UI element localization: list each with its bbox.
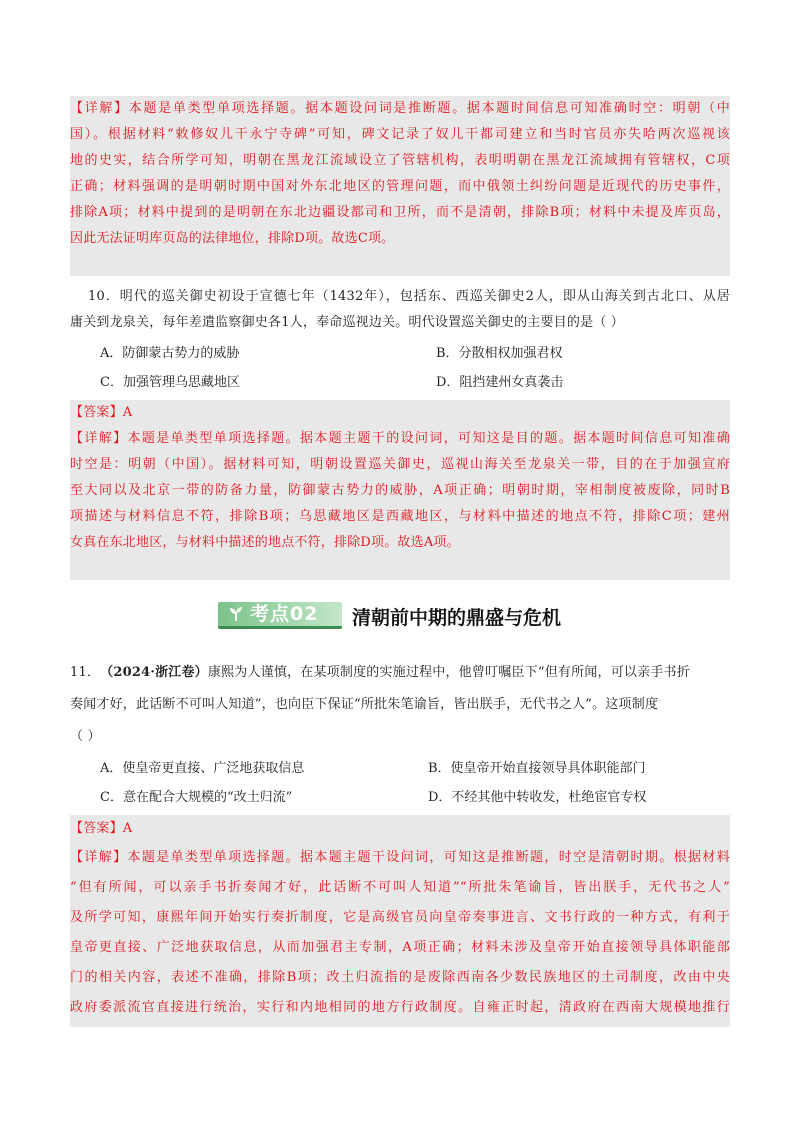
q11-answer: 【答案】A [70, 821, 133, 836]
q11-answer-block [70, 815, 730, 1027]
q10-answer: 【答案】A [70, 405, 133, 420]
q10-stem-line: 10．明代的巡关御史初设于宣德七年（1432年），包括东、西巡关御史2人，即从山海关到古北口、从居 [88, 289, 730, 304]
section-banner [218, 598, 590, 638]
q10-explain-line: 时空是：明朝（中国）。据材料可知，明朝设置巡关御史，巡视山海关至龙泉关一带，目的在于加强宣府 [70, 457, 730, 472]
q11-number: 11． [70, 665, 101, 680]
q11-option-c: C．意在配合大规模的“改土归流” [100, 790, 293, 805]
q10-explain-line: 至大同以及北京一带的防备力量，防御蒙古势力的威胁，A项正确；明朝时期，宰相制度被废除，同时B [70, 483, 730, 498]
q10-option-d: D．阻挡建州女真袭击 [436, 375, 564, 390]
q10-option-c: C．加强管理乌思藏地区 [100, 375, 240, 390]
q11-explain-line: 皇帝更直接、广泛地获取信息，从而加强君主专制，A项正确；材料未涉及皇帝开始直接领导具体职能部 [70, 940, 730, 955]
q11-stem-line3: （ ） [70, 729, 101, 744]
q9-explain-line: 地的史实，结合所学可知，明朝在黑龙江流域设立了管辖机构，表明明朝在黑龙江流域拥有管辖权，C项 [70, 153, 730, 168]
q10-option-a: A．防御蒙古势力的威胁 [100, 346, 240, 361]
sprout-icon [228, 606, 244, 622]
q11-explain-line: 门的相关内容，表述不准确，排除B项；改土归流指的是废除西南各少数民族地区的土司制度，改由中央 [70, 970, 730, 985]
q10-stem-line: 庸关到龙泉关，每年差遣监察御史各1人，奉命巡视边关。明代设置巡关御史的主要目的是（ ） [70, 315, 625, 330]
q10-explain-line: 女真在东北地区，与材料中描述的地点不符，排除D项。故选A项。 [70, 535, 460, 550]
q10-explain-line: 项描述与材料信息不符，排除B项；乌思藏地区是西藏地区，与材料中描述的地点不符，排除C项；建州 [70, 509, 730, 524]
q11-stem-text: 康熙为人谨慎，在某项制度的实施过程中，他曾叮嘱臣下“但有所闻，可以亲手书折 [207, 665, 690, 680]
q9-explain-line: 因此无法证明库页岛的法律地位，排除D项。故选C项。 [70, 231, 395, 246]
q9-explanation [70, 96, 730, 276]
q11-stem-line1 [70, 660, 730, 686]
q11-option-d: D．不经其他中转收发，杜绝宦官专权 [428, 790, 647, 805]
q10-answer-block [70, 400, 730, 580]
q9-explain-line: 排除A项；材料中提到的是明朝在东北边疆设都司和卫所，而不是清朝，排除B项；材料中未提及库页岛， [70, 205, 730, 220]
q11-explain-line: 及所学可知，康熙年间开始实行奏折制度，它是高级官员向皇帝奏事进言、文书行政的一种方式，有利于 [70, 910, 730, 925]
q9-explain-line: 正确；材料强调的是明朝时期中国对外东北地区的管理问题，而中俄领土纠纷问题是近现代的历史事件， [70, 179, 730, 194]
section-title: 清朝前中期的鼎盛与危机 [352, 607, 562, 629]
q11-explain-line: “但有所闻，可以亲手书折奏闻才好，此话断不可叫人知道”“所批朱笔谕旨，皆出朕手，无代书之人” [70, 880, 730, 895]
q11-source: （2024·浙江卷） [100, 665, 208, 680]
q9-explain-line: 国）。根据材料“敕修奴儿干永宁寺碑”可知，碑文记录了奴儿干都司建立和当时官员亦失哈两次巡视该 [70, 127, 730, 142]
q9-explain-line: 【详解】本题是单类型单项选择题。据本题设问词是推断题。据本题时间信息可知准确时空：明朝（中 [70, 101, 730, 116]
q11-option-b: B．使皇帝开始直接领导具体职能部门 [428, 761, 646, 776]
q10-stem [70, 284, 730, 336]
q10-explain-line: 【详解】本题是单类型单项选择题。据本题主题干的设问词，可知这是目的题。据本题时间信息可知准确 [70, 431, 730, 446]
q11-explain-line: 政府委派流官直接进行统治，实行和内地相同的地方行政制度。自雍正时起，清政府在西南大规模地推行 [70, 1000, 730, 1015]
section-badge [218, 602, 342, 629]
q11-option-a: A．使皇帝更直接、广泛地获取信息 [100, 761, 305, 776]
q11-stem [70, 660, 730, 750]
q10-option-b: B．分散相权加强君权 [436, 346, 563, 361]
q11-stem-line2: 奏闻才好，此话断不可叫人知道”，也向臣下保证“所批朱笔谕旨，皆出朕手，无代书之人”。这项制度 [70, 697, 659, 712]
section-badge-label: 考点02 [250, 603, 319, 625]
q11-explain-line: 【详解】本题是单类型单项选择题。据本题主题干设问词，可知这是推断题，时空是清朝时期。根据材料 [70, 850, 730, 865]
